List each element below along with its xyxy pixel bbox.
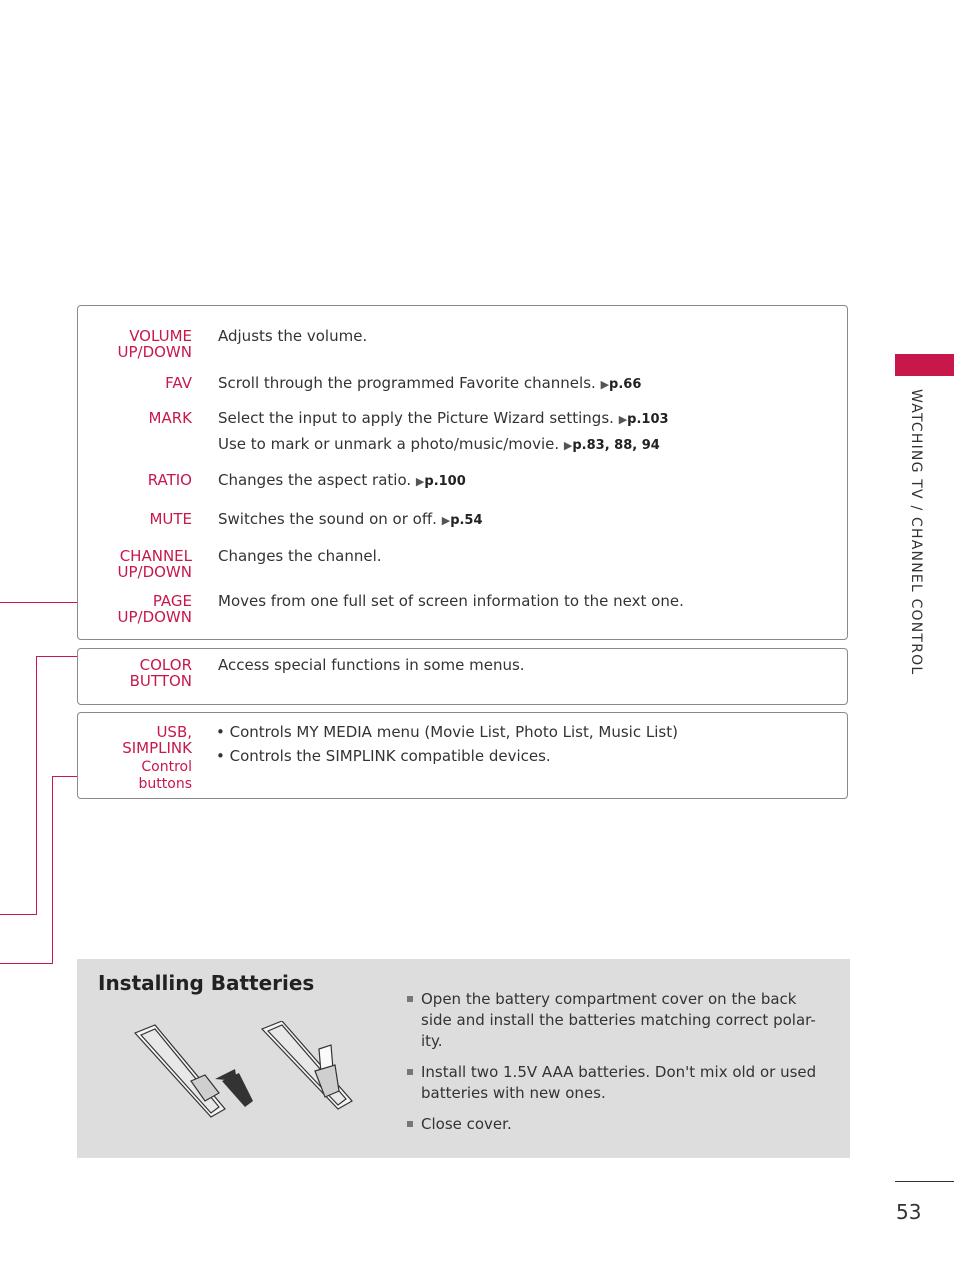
label-usb: USB, SIMPLINK Control buttons: [122, 723, 192, 792]
arrow-right-icon: ▶: [415, 475, 425, 488]
remote-battery-illustration: [127, 1021, 427, 1141]
slide-arrow-icon: [215, 1069, 253, 1107]
label-channel: CHANNEL UP/DOWN: [117, 547, 192, 581]
bullet-item: • Controls MY MEDIA menu (Movie List, Photo List, Music List): [216, 723, 678, 741]
square-bullet-icon: [407, 1121, 413, 1127]
label-color: COLOR BUTTON: [129, 656, 192, 690]
page-ref: p.83, 88, 94: [572, 438, 660, 453]
desc-channel: Changes the channel.: [218, 547, 382, 565]
page-ref: p.66: [609, 377, 642, 392]
desc-color: Access special functions in some menus.: [218, 656, 525, 674]
arrow-right-icon: ▶: [563, 439, 573, 452]
connector-line: [36, 656, 77, 657]
label-volume: VOLUME UP/DOWN: [117, 327, 192, 361]
installing-batteries-panel: [77, 959, 850, 1158]
desc-page: Moves from one full set of screen information to the next one.: [218, 592, 684, 610]
page-ref: p.100: [424, 474, 466, 489]
usb-simplink-box: [77, 712, 848, 799]
button-function-box: [77, 305, 848, 640]
desc-fav: Scroll through the programmed Favorite channels. ▶p.66: [218, 374, 642, 392]
page-ref: p.103: [627, 412, 669, 427]
connector-line: [0, 602, 77, 603]
square-bullet-icon: [407, 996, 413, 1002]
arrow-right-icon: ▶: [600, 378, 610, 391]
connector-line: [52, 776, 77, 777]
arrow-right-icon: ▶: [618, 413, 628, 426]
remote-control-icon: [135, 1025, 225, 1117]
desc-mute: Switches the sound on or off. ▶p.54: [218, 510, 483, 528]
label-mute: MUTE: [149, 510, 192, 528]
battery-step: Install two 1.5V AAA batteries. Don't mix old or used batteries with new ones.: [407, 1062, 827, 1104]
battery-step: Close cover.: [407, 1114, 827, 1135]
connector-line: [36, 656, 37, 915]
page-number-rule: [895, 1181, 954, 1182]
batteries-title: Installing Batteries: [98, 971, 315, 995]
label-mark: MARK: [148, 409, 192, 427]
connector-line: [0, 914, 37, 915]
section-title: WATCHING TV / CHANNEL CONTROL: [908, 389, 924, 676]
section-tab: [895, 354, 954, 376]
desc-ratio: Changes the aspect ratio. ▶p.100: [218, 471, 466, 489]
label-page: PAGE UP/DOWN: [117, 592, 192, 626]
desc-usb: [216, 724, 678, 772]
arrow-right-icon: ▶: [441, 514, 451, 527]
color-button-box: [77, 648, 848, 705]
label-fav: FAV: [165, 374, 192, 392]
page-number: 53: [896, 1200, 922, 1224]
label-ratio: RATIO: [147, 471, 192, 489]
remote-control-icon: [262, 1021, 352, 1109]
battery-steps: [407, 989, 827, 1145]
connector-line: [52, 776, 53, 964]
square-bullet-icon: [407, 1069, 413, 1075]
page-ref: p.54: [450, 513, 483, 528]
bullet-item: • Controls the SIMPLINK compatible devices.: [216, 747, 551, 765]
battery-step: Open the battery compartment cover on the back side and install the batteries matching correct polar-ity.: [407, 989, 827, 1052]
desc-volume: Adjusts the volume.: [218, 327, 368, 345]
connector-line: [0, 963, 53, 964]
desc-mark: Select the input to apply the Picture Wizard settings. ▶p.103 Use to mark or unmark a photo/music/movie. ▶p.83, 88, 94: [218, 409, 669, 453]
